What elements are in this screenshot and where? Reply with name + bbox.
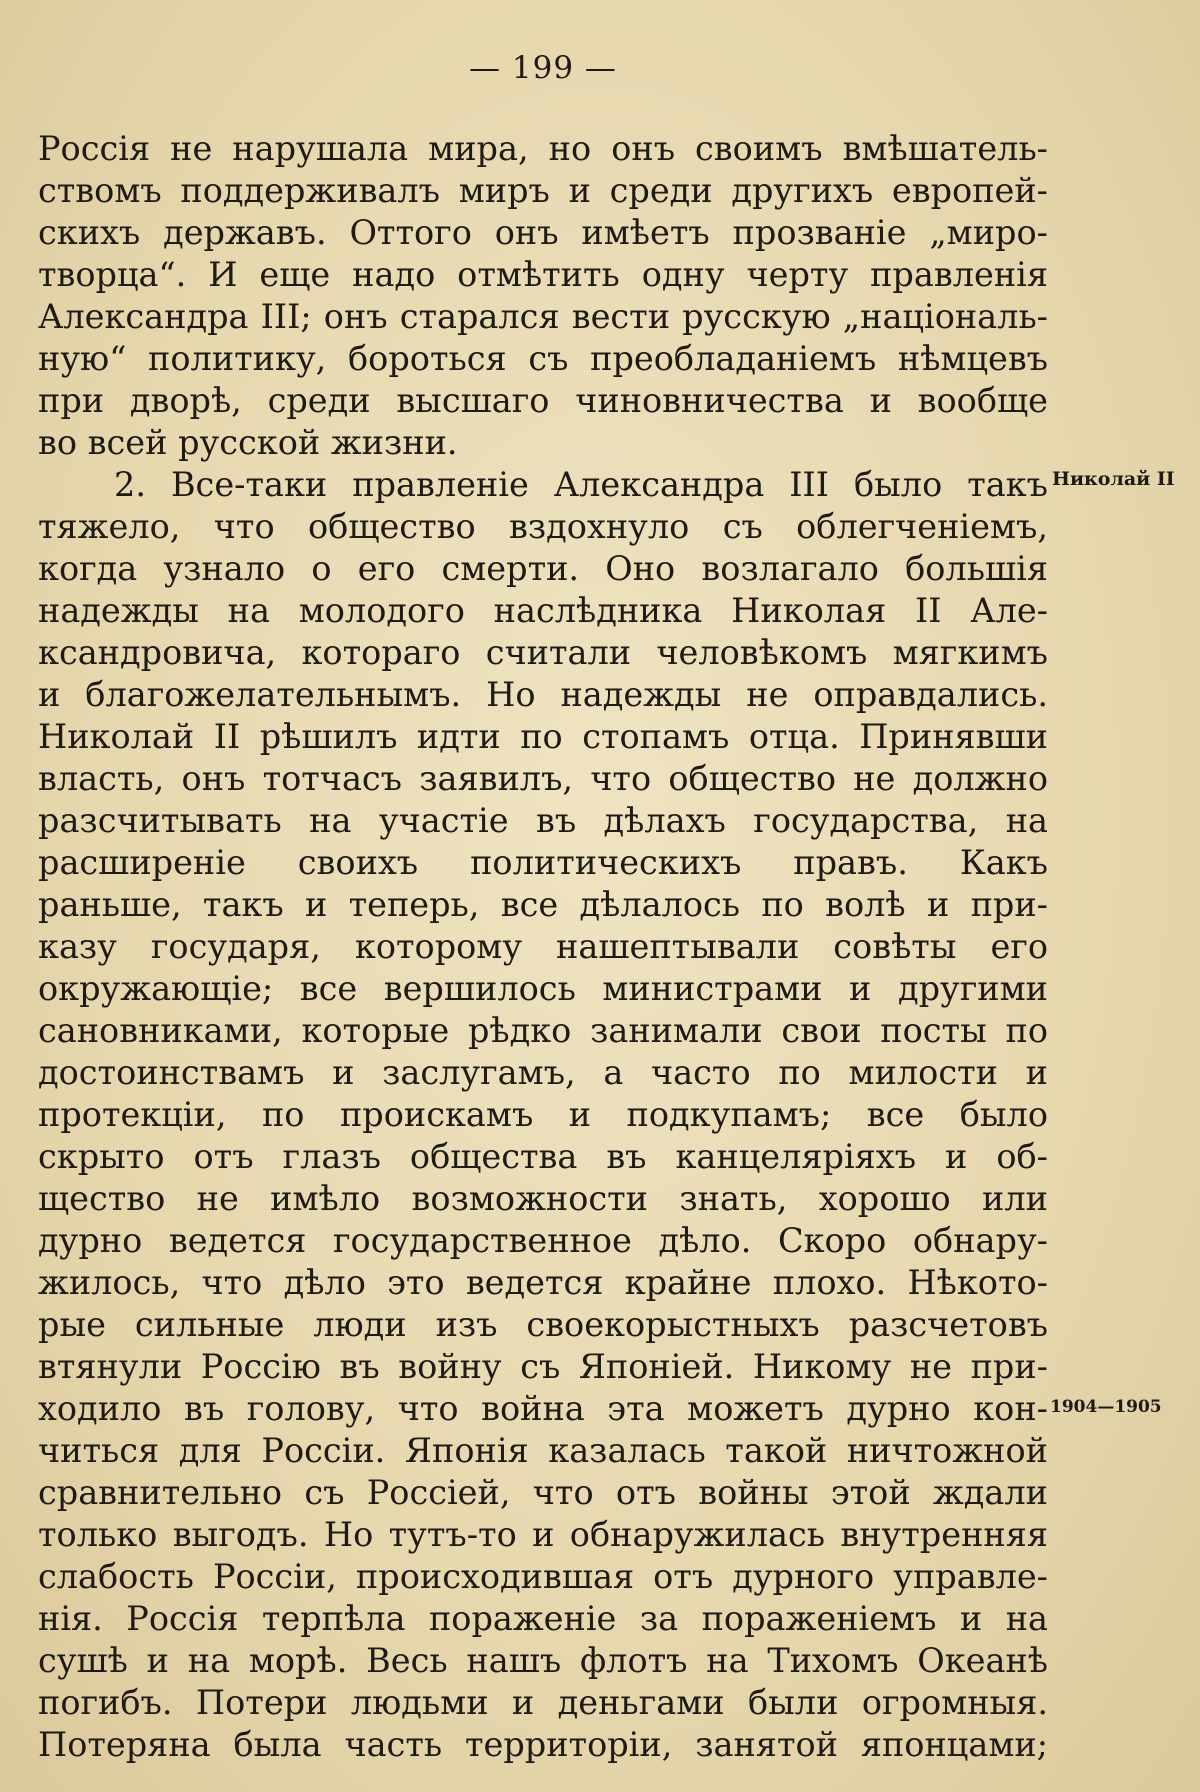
text-line: читься для Россіи. Японія казалась такой ничтожной [38, 1431, 1048, 1470]
text-line: разсчитывать на участіе въ дѣлахъ государства, на [38, 801, 1048, 840]
text-line: раньше, такъ и теперь, все дѣлалось по волѣ и при- [38, 885, 1048, 924]
text-line: и благожелательнымъ. Но надежды не оправдались. [38, 675, 1048, 714]
text-line: сравнительно съ Россіей, что отъ войны этой ждали [38, 1473, 1048, 1512]
page-number: — 199 — [469, 50, 617, 86]
text-line: втянули Россію въ войну съ Японіей. Никому не при- [38, 1347, 1048, 1386]
text-line: ходило въ голову, что война эта можетъ дурно кон- [38, 1389, 1048, 1428]
text-line: окружающіе; все вершилось министрами и другими [38, 969, 1048, 1008]
text-line: ную“ политику, бороться съ преобладаніемъ нѣмцевъ [38, 339, 1048, 378]
text-line: жилось, что дѣло это ведется крайне плохо. Нѣкото- [38, 1263, 1048, 1302]
text-line: власть, онъ тотчасъ заявилъ, что общество не должно [38, 759, 1048, 798]
text-line: сушѣ и на морѣ. Весь нашъ флотъ на Тихомъ Океанѣ [38, 1641, 1048, 1680]
text-line: погибъ. Потери людьми и деньгами были огромныя. [38, 1683, 1048, 1722]
text-line: сановниками, которые рѣдко занимали свои посты по [38, 1011, 1048, 1050]
margin-note-nicholas: Николай II [1052, 468, 1175, 490]
text-line: скихъ державъ. Оттого онъ имѣетъ прозваніе „миро- [38, 213, 1048, 252]
text-line: творца“. И еще надо отмѣтить одну черту правленія [38, 255, 1048, 294]
text-line: Потеряна была часть территоріи, занятой японцами; [38, 1725, 1048, 1764]
text-line: Николай II рѣшилъ идти по стопамъ отца. Принявши [38, 717, 1048, 756]
text-line: достоинствамъ и заслугамъ, а часто по милости и [38, 1053, 1048, 1092]
text-line: рые сильные люди изъ своекорыстныхъ разсчетовъ [38, 1305, 1048, 1344]
text-line: только выгодъ. Но тутъ-то и обнаружилась внутренняя [38, 1515, 1048, 1554]
text-line: Россія не нарушала мира, но онъ своимъ вмѣшатель- [38, 129, 1048, 168]
text-line: слабость Россіи, происходившая отъ дурного управле- [38, 1557, 1048, 1596]
text-line: при дворѣ, среди высшаго чиновничества и вообще [38, 381, 1048, 420]
margin-note-years: 1904—1905 [1050, 1397, 1162, 1417]
paragraph-start-line: 2. Все-таки правленіе Александра III было такъ [114, 465, 1048, 504]
text-line: ствомъ поддерживалъ миръ и среди другихъ европей- [38, 171, 1048, 210]
text-line: протекціи, по проискамъ и подкупамъ; все было [38, 1095, 1048, 1134]
text-line: казу государя, которому нашептывали совѣты его [38, 927, 1048, 966]
text-line: щество не имѣло возможности знать, хорошо или [38, 1179, 1048, 1218]
text-line: надежды на молодого наслѣдника Николая II Але- [38, 591, 1048, 630]
text-line: расширеніе своихъ политическихъ правъ. Какъ [38, 843, 1048, 882]
text-line: нія. Россія терпѣла пораженіе за пораженіемъ и на [38, 1599, 1048, 1638]
text-line: дурно ведется государственное дѣло. Скоро обнару- [38, 1221, 1048, 1260]
text-line: скрыто отъ глазъ общества въ канцеляріяхъ и об- [38, 1137, 1048, 1176]
text-line: когда узнало о его смерти. Оно возлагало большія [38, 549, 1048, 588]
text-line: во всей русской жизни. [38, 423, 458, 462]
text-line: ксандровича, котораго считали человѣкомъ мягкимъ [38, 633, 1048, 672]
text-line: тяжело, что общество вздохнуло съ облегченіемъ, [38, 507, 1048, 546]
body-text [38, 128, 1048, 1766]
text-line: Александра III; онъ старался вести русскую „національ- [38, 297, 1048, 336]
